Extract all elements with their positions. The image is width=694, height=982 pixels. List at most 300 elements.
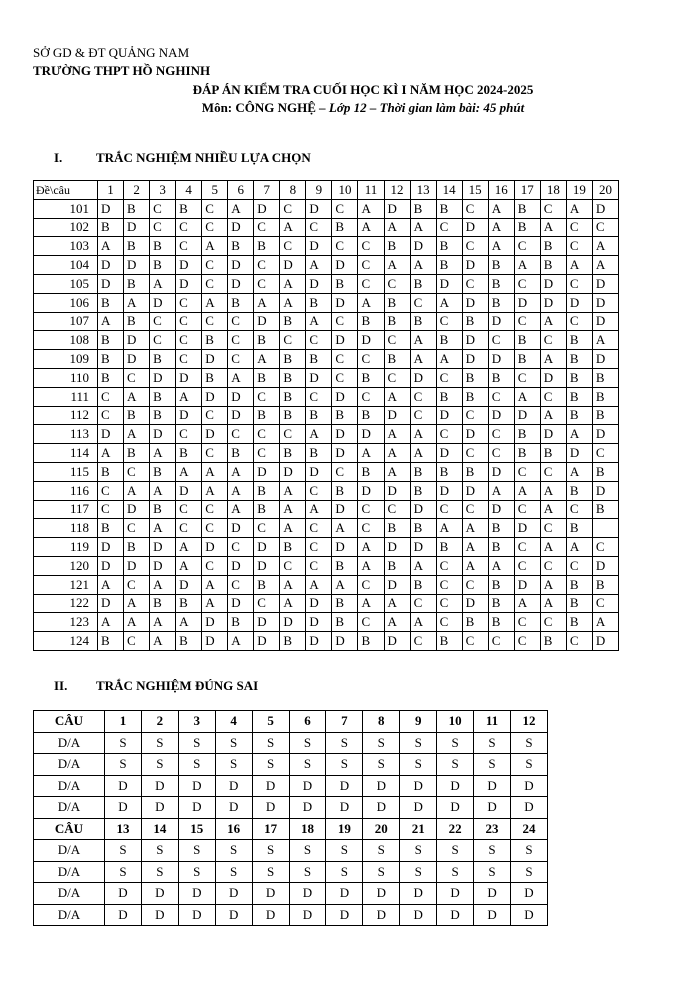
mc-answer-cell: B — [592, 500, 618, 519]
mc-answer-cell: A — [540, 594, 566, 613]
tf-question-number: 23 — [474, 818, 511, 840]
mc-answer-cell: B — [436, 331, 462, 350]
mc-exam-code: 105 — [34, 274, 98, 293]
mc-answer-cell: D — [592, 632, 618, 651]
mc-answer-cell: A — [98, 575, 124, 594]
tf-answer-cell: D — [474, 904, 511, 926]
mc-answer-cell: C — [202, 519, 228, 538]
tf-answer-cell: D — [178, 797, 215, 819]
tf-answer-cell: S — [252, 732, 289, 754]
tf-answer-cell: S — [400, 754, 437, 776]
mc-answer-cell: B — [306, 444, 332, 463]
mc-answer-cell: A — [358, 293, 384, 312]
mc-answer-cell: A — [150, 575, 176, 594]
mc-answer-cell: A — [540, 538, 566, 557]
mc-answer-cell: B — [280, 632, 306, 651]
mc-answer-cell: C — [514, 237, 540, 256]
mc-answer-cell: C — [202, 406, 228, 425]
mc-answer-cell: C — [592, 218, 618, 237]
mc-answer-cell: B — [332, 613, 358, 632]
mc-answer-cell: A — [384, 613, 410, 632]
mc-answer-cell: A — [410, 218, 436, 237]
mc-answer-cell: A — [462, 556, 488, 575]
mc-answer-cell: B — [280, 538, 306, 557]
mc-answer-cell: A — [332, 519, 358, 538]
mc-answer-row — [34, 556, 619, 575]
mc-answer-cell: D — [254, 632, 280, 651]
mc-exam-code: 111 — [34, 387, 98, 406]
mc-exam-code: 119 — [34, 538, 98, 557]
mc-answer-cell: D — [176, 575, 202, 594]
mc-answer-cell: B — [514, 218, 540, 237]
mc-answer-cell: D — [488, 406, 514, 425]
mc-answer-cell: A — [358, 444, 384, 463]
tf-answer-cell: S — [510, 754, 547, 776]
mc-answer-cell: B — [228, 444, 254, 463]
tf-answer-cell: S — [289, 732, 326, 754]
mc-answer-cell: A — [280, 500, 306, 519]
tf-answer-row — [34, 840, 548, 862]
mc-answer-cell: D — [306, 462, 332, 481]
mc-answer-cell: D — [514, 293, 540, 312]
mc-answer-cell: B — [202, 368, 228, 387]
tf-answer-cell: S — [141, 754, 178, 776]
mc-answer-cell: D — [202, 632, 228, 651]
mc-answer-cell: C — [436, 556, 462, 575]
mc-answer-cell: B — [306, 293, 332, 312]
mc-answer-cell: A — [514, 481, 540, 500]
mc-answer-cell: B — [566, 406, 592, 425]
mc-answer-cell: C — [202, 500, 228, 519]
mc-answer-row — [34, 500, 619, 519]
mc-answer-cell: A — [384, 594, 410, 613]
mc-answer-cell: A — [254, 350, 280, 369]
mc-answer-cell: B — [488, 256, 514, 275]
mc-answer-cell: C — [514, 500, 540, 519]
mc-answer-cell: B — [566, 481, 592, 500]
mc-answer-cell: D — [514, 406, 540, 425]
mc-answer-row — [34, 481, 619, 500]
mc-answer-cell: A — [358, 199, 384, 218]
mc-answer-cell: D — [488, 500, 514, 519]
mc-answer-cell: D — [98, 556, 124, 575]
mc-answer-cell: D — [124, 256, 150, 275]
mc-answer-cell: D — [202, 613, 228, 632]
tf-answer-row — [34, 904, 548, 926]
section-1-number: I. — [54, 150, 63, 165]
mc-answer-cell: C — [436, 594, 462, 613]
mc-answer-cell: D — [254, 613, 280, 632]
tf-answer-cell: S — [289, 840, 326, 862]
mc-answer-cell: B — [280, 350, 306, 369]
tf-header-label: CÂU — [34, 711, 105, 733]
mc-answer-cell: C — [202, 218, 228, 237]
tf-header-row — [34, 711, 548, 733]
tf-question-number: 6 — [289, 711, 326, 733]
mc-answer-cell: A — [566, 538, 592, 557]
mc-answer-cell: B — [98, 331, 124, 350]
mc-answer-cell: B — [514, 331, 540, 350]
mc-answer-cell: B — [280, 406, 306, 425]
mc-answer-cell: A — [462, 519, 488, 538]
mc-answer-cell: C — [540, 556, 566, 575]
mc-answer-cell: B — [566, 575, 592, 594]
mc-answer-cell: C — [124, 519, 150, 538]
mc-answer-cell: D — [124, 556, 150, 575]
mc-answer-cell: D — [384, 199, 410, 218]
tf-answer-cell: S — [363, 861, 400, 883]
mc-answer-cell: B — [436, 256, 462, 275]
mc-answer-row — [34, 444, 619, 463]
mc-answer-row — [34, 293, 619, 312]
mc-answer-cell: A — [384, 462, 410, 481]
mc-answer-cell: A — [124, 613, 150, 632]
mc-answer-cell: B — [488, 613, 514, 632]
mc-answer-cell: B — [462, 312, 488, 331]
mc-answer-cell: C — [358, 350, 384, 369]
mc-answer-cell: D — [410, 368, 436, 387]
mc-answer-cell: D — [410, 538, 436, 557]
mc-answer-cell: B — [280, 312, 306, 331]
mc-answer-row — [34, 256, 619, 275]
mc-answer-cell: B — [124, 406, 150, 425]
mc-answer-cell: A — [280, 218, 306, 237]
mc-answer-cell: D — [514, 519, 540, 538]
mc-answer-cell: C — [150, 218, 176, 237]
section-2-number: II. — [54, 678, 68, 693]
section-2-heading — [54, 678, 258, 694]
mc-answer-cell: B — [540, 444, 566, 463]
mc-exam-code: 108 — [34, 331, 98, 350]
mc-answer-cell: C — [514, 632, 540, 651]
mc-answer-cell: D — [176, 368, 202, 387]
mc-question-number: 4 — [176, 181, 202, 200]
mc-answer-cell: A — [436, 519, 462, 538]
mc-answer-cell: B — [150, 350, 176, 369]
tf-answer-cell: S — [474, 840, 511, 862]
mc-answer-cell: D — [332, 632, 358, 651]
mc-question-number: 16 — [488, 181, 514, 200]
mc-answer-cell: B — [254, 331, 280, 350]
tf-answer-cell: S — [510, 840, 547, 862]
mc-answer-cell: D — [566, 293, 592, 312]
mc-answer-cell: A — [228, 481, 254, 500]
mc-answer-cell: D — [150, 538, 176, 557]
mc-answer-cell: A — [176, 462, 202, 481]
mc-answer-cell: A — [202, 237, 228, 256]
mc-answer-cell: C — [150, 331, 176, 350]
mc-exam-code: 113 — [34, 425, 98, 444]
mc-answer-row — [34, 462, 619, 481]
mc-answer-cell: A — [488, 556, 514, 575]
tf-answer-cell: D — [178, 775, 215, 797]
true-false-answer-table — [33, 710, 548, 926]
mc-answer-row — [34, 425, 619, 444]
mc-answer-cell: A — [592, 256, 618, 275]
mc-exam-code: 121 — [34, 575, 98, 594]
mc-answer-cell: A — [488, 199, 514, 218]
tf-answer-cell: S — [510, 861, 547, 883]
mc-answer-cell: C — [202, 312, 228, 331]
mc-answer-cell: C — [540, 331, 566, 350]
mc-answer-cell: C — [514, 368, 540, 387]
tf-answer-cell: D — [510, 904, 547, 926]
mc-answer-cell: D — [280, 256, 306, 275]
mc-answer-cell: A — [280, 293, 306, 312]
school-name: TRƯỜNG THPT HỒ NGHINH — [33, 63, 211, 78]
mc-answer-cell: C — [514, 462, 540, 481]
mc-answer-row — [34, 387, 619, 406]
tf-answer-cell: S — [215, 754, 252, 776]
tf-answer-row — [34, 754, 548, 776]
tf-answer-cell: S — [178, 861, 215, 883]
tf-answer-row — [34, 861, 548, 883]
mc-answer-cell: D — [202, 350, 228, 369]
mc-answer-cell: A — [228, 462, 254, 481]
mc-answer-cell: B — [150, 256, 176, 275]
mc-answer-cell: C — [358, 387, 384, 406]
mc-answer-cell: C — [228, 538, 254, 557]
mc-answer-cell: B — [150, 500, 176, 519]
tf-answer-cell: D — [400, 797, 437, 819]
mc-answer-cell: B — [488, 368, 514, 387]
mc-answer-cell: C — [202, 274, 228, 293]
mc-answer-cell: D — [592, 425, 618, 444]
tf-answer-cell: D — [105, 797, 142, 819]
mc-answer-cell: A — [384, 218, 410, 237]
mc-answer-cell: C — [254, 444, 280, 463]
mc-answer-cell: A — [202, 481, 228, 500]
mc-answer-cell: A — [280, 274, 306, 293]
mc-answer-cell: D — [150, 425, 176, 444]
grade-time-info: – Lớp 12 – Thời gian làm bài: 45 phút — [319, 100, 525, 115]
mc-answer-cell: A — [540, 350, 566, 369]
mc-answer-cell: A — [124, 425, 150, 444]
mc-answer-cell: A — [280, 481, 306, 500]
tf-question-number: 15 — [178, 818, 215, 840]
tf-question-number: 17 — [252, 818, 289, 840]
mc-answer-cell: C — [514, 613, 540, 632]
mc-answer-cell: A — [410, 556, 436, 575]
tf-answer-cell: S — [178, 732, 215, 754]
mc-answer-cell: B — [228, 613, 254, 632]
mc-answer-cell: B — [228, 293, 254, 312]
tf-answer-cell: D — [437, 797, 474, 819]
mc-answer-cell: B — [358, 462, 384, 481]
mc-answer-cell: C — [254, 387, 280, 406]
tf-answer-cell: D — [252, 883, 289, 905]
mc-answer-cell: D — [306, 274, 332, 293]
mc-answer-cell: D — [280, 462, 306, 481]
mc-answer-cell: A — [150, 481, 176, 500]
mc-answer-cell: C — [124, 368, 150, 387]
tf-answer-cell: D — [215, 775, 252, 797]
tf-answer-cell: S — [252, 840, 289, 862]
mc-answer-cell: A — [410, 613, 436, 632]
mc-exam-code: 120 — [34, 556, 98, 575]
mc-answer-row — [34, 331, 619, 350]
mc-answer-cell: D — [332, 425, 358, 444]
mc-answer-cell: B — [462, 387, 488, 406]
mc-answer-cell: A — [540, 500, 566, 519]
tf-answer-row — [34, 797, 548, 819]
mc-answer-cell: C — [436, 575, 462, 594]
mc-answer-cell: A — [306, 256, 332, 275]
tf-answer-cell: D — [252, 775, 289, 797]
tf-question-number: 22 — [437, 818, 474, 840]
mc-answer-cell: A — [124, 293, 150, 312]
mc-answer-cell: C — [254, 274, 280, 293]
mc-answer-cell: A — [514, 256, 540, 275]
mc-answer-cell: A — [358, 218, 384, 237]
mc-answer-cell: C — [462, 406, 488, 425]
mc-answer-cell: A — [592, 237, 618, 256]
mc-answer-cell: B — [514, 425, 540, 444]
mc-answer-cell: C — [462, 199, 488, 218]
mc-answer-cell: C — [358, 500, 384, 519]
mc-answer-cell: D — [592, 481, 618, 500]
tf-question-number: 3 — [178, 711, 215, 733]
mc-answer-cell: C — [592, 594, 618, 613]
mc-answer-cell: C — [176, 331, 202, 350]
mc-answer-cell: B — [124, 199, 150, 218]
tf-answer-cell: S — [289, 754, 326, 776]
mc-answer-cell: A — [306, 500, 332, 519]
mc-answer-cell: B — [566, 594, 592, 613]
mc-answer-cell: A — [254, 293, 280, 312]
mc-answer-cell: D — [566, 444, 592, 463]
mc-question-number: 9 — [306, 181, 332, 200]
mc-question-number: 8 — [280, 181, 306, 200]
mc-answer-cell: A — [592, 613, 618, 632]
mc-answer-cell: B — [254, 500, 280, 519]
tf-answer-cell: S — [474, 861, 511, 883]
mc-answer-cell: C — [384, 331, 410, 350]
mc-answer-cell: A — [176, 387, 202, 406]
tf-answer-cell: D — [252, 904, 289, 926]
tf-answer-cell: D — [510, 775, 547, 797]
mc-answer-row — [34, 237, 619, 256]
mc-answer-cell: D — [254, 462, 280, 481]
tf-answer-cell: D — [363, 775, 400, 797]
mc-answer-cell — [592, 519, 618, 538]
mc-answer-cell: D — [124, 500, 150, 519]
mc-answer-cell: C — [124, 462, 150, 481]
mc-answer-cell: A — [540, 481, 566, 500]
mc-answer-cell: D — [488, 312, 514, 331]
tf-answer-cell: S — [141, 732, 178, 754]
mc-answer-row — [34, 538, 619, 557]
tf-question-number: 19 — [326, 818, 363, 840]
mc-answer-cell: D — [280, 613, 306, 632]
tf-row-label: D/A — [34, 904, 105, 926]
mc-answer-cell: C — [410, 406, 436, 425]
mc-answer-row — [34, 218, 619, 237]
mc-answer-cell: B — [566, 387, 592, 406]
mc-answer-cell: A — [280, 575, 306, 594]
mc-answer-cell: D — [228, 274, 254, 293]
mc-corner-label: Đề\câu — [34, 181, 98, 200]
tf-answer-cell: S — [105, 861, 142, 883]
mc-answer-cell: A — [358, 556, 384, 575]
mc-answer-cell: B — [150, 594, 176, 613]
mc-answer-cell: D — [228, 387, 254, 406]
mc-answer-cell: C — [176, 425, 202, 444]
tf-answer-cell: D — [215, 797, 252, 819]
mc-answer-cell: C — [410, 293, 436, 312]
mc-exam-code: 115 — [34, 462, 98, 481]
mc-answer-cell: B — [540, 632, 566, 651]
tf-answer-cell: S — [105, 732, 142, 754]
mc-answer-row — [34, 594, 619, 613]
mc-header-row — [34, 181, 619, 200]
mc-answer-cell: A — [566, 199, 592, 218]
mc-answer-cell: B — [566, 350, 592, 369]
mc-question-number: 6 — [228, 181, 254, 200]
mc-answer-cell: B — [410, 519, 436, 538]
mc-exam-code: 107 — [34, 312, 98, 331]
mc-answer-cell: B — [150, 237, 176, 256]
mc-answer-cell: A — [150, 613, 176, 632]
mc-answer-cell: A — [410, 350, 436, 369]
mc-answer-cell: D — [150, 556, 176, 575]
tf-answer-cell: D — [474, 797, 511, 819]
mc-answer-cell: D — [592, 312, 618, 331]
mc-answer-cell: A — [202, 293, 228, 312]
mc-answer-cell: C — [540, 199, 566, 218]
tf-answer-cell: D — [400, 904, 437, 926]
mc-exam-code: 114 — [34, 444, 98, 463]
mc-answer-cell: D — [462, 350, 488, 369]
mc-answer-cell: C — [176, 500, 202, 519]
mc-answer-cell: B — [514, 199, 540, 218]
mc-answer-cell: C — [488, 387, 514, 406]
mc-answer-row — [34, 312, 619, 331]
tf-row-label: D/A — [34, 754, 105, 776]
mc-answer-cell: C — [462, 632, 488, 651]
mc-answer-cell: B — [98, 350, 124, 369]
tf-answer-cell: S — [326, 754, 363, 776]
mc-answer-cell: A — [202, 462, 228, 481]
mc-answer-cell: B — [488, 274, 514, 293]
mc-answer-cell: D — [150, 293, 176, 312]
mc-answer-cell: C — [98, 406, 124, 425]
mc-answer-cell: C — [228, 331, 254, 350]
mc-answer-cell: C — [566, 500, 592, 519]
tf-answer-cell: S — [215, 732, 252, 754]
mc-answer-cell: A — [228, 632, 254, 651]
mc-answer-cell: C — [254, 218, 280, 237]
mc-answer-cell: C — [592, 444, 618, 463]
tf-answer-cell: D — [326, 883, 363, 905]
mc-answer-cell: A — [384, 387, 410, 406]
mc-answer-cell: C — [176, 350, 202, 369]
mc-answer-cell: B — [462, 462, 488, 481]
mc-answer-cell: C — [540, 387, 566, 406]
mc-answer-cell: B — [592, 387, 618, 406]
mc-answer-cell: A — [228, 368, 254, 387]
mc-answer-cell: C — [228, 425, 254, 444]
mc-answer-cell: A — [98, 312, 124, 331]
mc-answer-cell: D — [436, 481, 462, 500]
mc-answer-cell: D — [176, 256, 202, 275]
tf-answer-cell: S — [437, 732, 474, 754]
mc-answer-cell: C — [410, 387, 436, 406]
mc-answer-cell: D — [488, 462, 514, 481]
tf-answer-cell: S — [510, 732, 547, 754]
mc-answer-cell: B — [254, 237, 280, 256]
mc-answer-cell: D — [384, 632, 410, 651]
